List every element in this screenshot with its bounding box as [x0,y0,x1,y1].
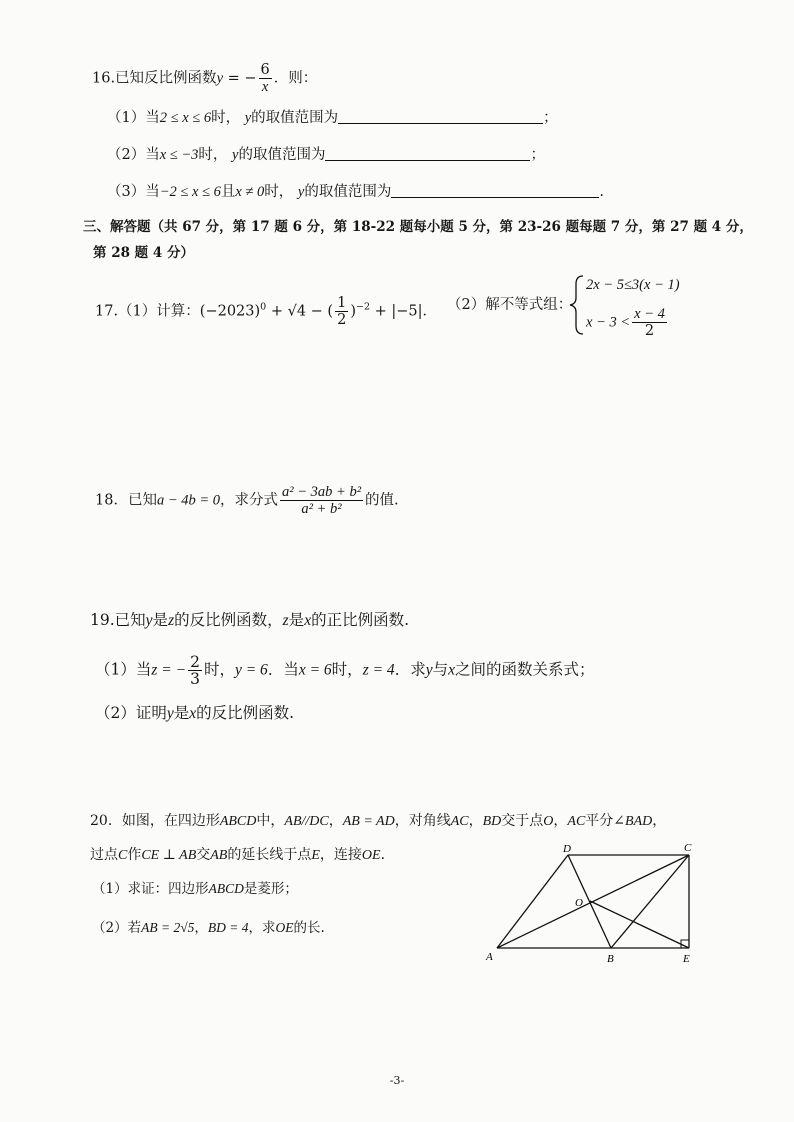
section3-heading-line1: 三、解答题（共 67 分，第 17 题 6 分，第 18-22 题每小题 5 分，第 23-26 题每题 7 分，第 27 题 4 分， [83,219,753,235]
q19-p2-c: 的反比例函数. [196,704,295,722]
right-angle-mark [681,940,689,948]
q20-p2-c: ，求 [248,920,276,936]
label-a: A [486,951,493,963]
q17-inequality-2 [586,306,669,339]
line-cb [611,855,689,948]
q20-l2-cc: 交 [196,847,211,863]
q16-p3-blank[interactable] [391,183,599,198]
q20-p2-d: 的长. [293,920,325,936]
q16-den: x [261,79,269,95]
q16-p1-text: 时， [211,110,241,126]
q20-d: ， [468,813,483,829]
q19-p1-f: 与 [432,660,449,679]
q19-x: x [304,612,312,629]
q19-e: 的正比例函数. [311,611,410,629]
label-d: D [563,843,571,855]
q16-part1 [107,108,558,128]
q20-angle: ∠BAD [613,814,653,829]
q20-eq: AB = AD [342,814,395,829]
label-e: E [683,953,690,965]
q16-p2-cond: x ≤ −3 [159,147,199,163]
line-ad [497,855,568,948]
q16-p3-end: . [599,184,604,200]
q19-p1-c: ．当 [267,660,299,679]
q16-p3-and: 且 [220,184,236,200]
q18-cond: a − 4b = 0 [156,492,221,509]
q20-p2-bd: BD = 4 [207,920,249,935]
q16-p1-blank[interactable] [338,109,543,124]
q16-y: y [216,70,223,87]
q16-p1-cond: 2 ≤ x ≤ 6 [159,110,212,126]
q17-inequality-1: 2x − 5≤3(x − 1) [586,277,680,293]
q18-suffix: 的值. [365,492,399,509]
q17-expr-c: ) [350,303,356,320]
line-oe [590,901,689,948]
q18-den: a² + b² [301,501,342,517]
q20-ac2: AC [567,814,586,829]
q19-part1 [95,654,595,687]
label-o: O [575,897,583,909]
q20-parallel: AB//DC [284,814,329,829]
q18-fraction [280,484,363,517]
q16-suffix: ．则： [273,70,318,87]
q19-p1-e: ．求 [394,660,426,679]
q20-l2-b: 作 [127,847,142,863]
q20-b: 中， [256,813,285,829]
q16-p2-blank[interactable] [325,146,530,161]
label-c: C [684,842,692,854]
q19-stem [90,610,409,631]
q18-num: a² − 3ab + b² [282,484,362,500]
q16-p1-label: （1）当 [107,110,160,126]
q17-label: 17.（1）计算： [95,303,200,320]
q20-p2-oe: OE [275,920,294,935]
q20-f: ， [553,813,568,829]
q20-comma: ， [328,813,343,829]
q16-num: 6 [260,62,270,78]
q20-p1-abcd: ABCD [208,881,244,896]
q17-expr-a: (−2023) [199,303,261,320]
q16-eq: = − [223,70,257,87]
q16-p1-y: y [244,110,252,126]
q16-prefix: 16.已知反比例函数 [92,70,217,87]
q17-half [335,295,348,328]
q17-expr-d: + |−5|． [370,303,438,320]
q16-p2-text: 时， [198,147,228,163]
q19-y: y [145,612,153,629]
q20-g: 平分 [585,813,614,829]
q16-p3-label: （3）当 [107,184,160,200]
q16-p2-end: ； [530,147,545,163]
q19-c: 的反比例函数， [174,611,283,629]
q19-p1-z4: z = 4 [362,661,395,679]
q16-p1-end: ； [543,110,558,126]
q16-stem [92,62,317,95]
q20-l2-d: 的延长线于点 [227,847,312,863]
q19-p1-fraction [188,654,202,687]
q19-p2-x: x [189,705,197,722]
q19-b: 是 [152,611,169,629]
q17-expr-b: + √4 − ( [266,303,334,320]
q17-ineq2-fraction [632,306,667,339]
q20-p1-a: （1）求证：四边形 [92,881,209,897]
q17-exp0: 0 [260,301,267,313]
q19-p1-b: 时， [203,660,235,679]
q17-ineq2-den: 2 [644,323,655,339]
q19-p1-y: y [425,661,433,679]
q16-p3-cond: −2 ≤ x ≤ 6 [159,184,221,200]
q20-p2-ab: AB = 2√5 [141,920,195,935]
q19-p1-g: 之间的函数关系式； [455,660,595,679]
q20-ac: AC [450,814,469,829]
q16-p3-text: 时， [264,184,294,200]
q16-p2-label: （2）当 [107,147,160,163]
q17-part1 [95,295,437,328]
q20-l2-e: E [311,848,320,863]
q16-fraction [259,62,272,95]
q20-part1 [92,879,298,899]
q16-p1-rest: 的取值范围为 [251,110,339,126]
line-ac [497,855,689,948]
q16-p3-cond2: x ≠ 0 [235,184,265,200]
q17-ineq2-lhs: x − 3 < [586,314,631,331]
q16-p3-rest: 的取值范围为 [304,184,392,200]
q16-p3-y: y [297,184,305,200]
q19-p1-z: z = − [151,661,187,679]
q20-h: ， [652,813,667,829]
q20-o: O [543,814,554,829]
q20-stem-line1 [90,811,666,832]
q20-stem-line2 [90,845,395,866]
q19-p1-a: （1）当 [95,660,152,679]
q19-p1-x: x [448,661,455,679]
q20-l2-ee: ，连接 [319,847,362,863]
q16-part2 [107,145,545,165]
q20-c: ，对角线 [394,813,451,829]
q16-part3 [107,182,604,202]
q19-z: z [168,612,175,629]
q19-p1-den: 3 [190,670,200,688]
section3-heading-line2: 第 28 题 4 分） [93,245,194,261]
q17-half-den: 2 [337,312,347,328]
q18-prefix: 18．已知 [95,492,157,509]
q20-bd: BD [482,814,502,829]
q19-p1-y6: y = 6 [234,661,268,679]
q20-l2-ab: AB [210,848,228,863]
line-bd [568,855,611,948]
q20-e: 交于点 [501,813,544,829]
q18-stem [95,484,399,517]
q20-abcd: ABCD [219,814,257,829]
q16-p2-rest: 的取值范围为 [238,147,326,163]
q17-half-num: 1 [337,295,347,311]
page-number: -3- [389,1074,405,1087]
q20-p1-b: 是菱形； [243,881,298,897]
q19-p2-y: y [166,705,174,722]
q18-mid: ，求分式 [220,492,279,509]
q19-p1-d: 时， [331,660,363,679]
q19-p2-a: （2）证明 [95,704,167,722]
q19-z2: z [282,612,289,629]
q16-p2-y: y [232,147,239,163]
q20-p2-a: （2）若 [92,920,142,936]
q20-p2-b: ， [194,920,208,936]
q20-part2 [92,918,325,938]
q20-l2-perp: CE ⊥ AB [141,848,197,863]
q17-part2-label: （2）解不等式组： [447,297,573,313]
q20-l2-a: 过点 [90,847,118,863]
q20-l2-oe: OE [361,848,381,863]
label-b: B [607,953,614,965]
q17-exp-neg2: −2 [355,301,370,313]
q19-p2-b: 是 [173,704,190,722]
q17-ineq2-num: x − 4 [634,306,665,322]
q20-l2-c: C [118,848,128,863]
q19-d: 是 [288,611,305,629]
q20-l2-f: ． [380,847,395,863]
q19-a: 19.已知 [90,611,146,629]
q20-a: 20．如图，在四边形 [90,813,220,829]
q19-p1-num: 2 [190,653,200,671]
q19-p1-x6: x = 6 [298,661,332,679]
q19-part2 [95,703,294,724]
